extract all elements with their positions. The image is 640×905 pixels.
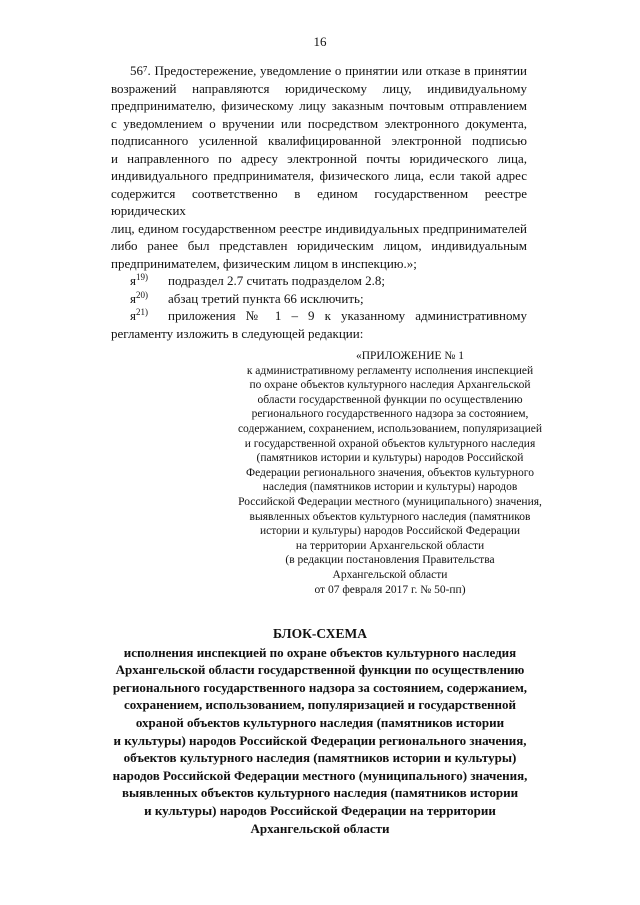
- text-line: подписанного усиленной квалифицированной электронной подписью: [111, 133, 527, 148]
- text-line: 56⁷. Предостережение, уведомление о принятии или отказе в принятии: [130, 63, 527, 78]
- item-text: подраздел 2.7 считать подразделом 2.8;: [168, 273, 385, 288]
- page-number: 16: [313, 34, 327, 49]
- block-scheme-line: и культуры) народов Российской Федерации на территории: [144, 802, 496, 818]
- appendix-line: Архангельской области: [332, 568, 448, 581]
- paragraph-56-7: [111, 62, 527, 272]
- text-line: содержится соответственно в едином государственном реестре юридических: [111, 185, 527, 218]
- appendix-line: и государственной охраной объектов культурного наследия: [244, 437, 536, 450]
- appendix-line: (в редакции постановления Правительства: [285, 554, 495, 567]
- item-ya-21: [111, 307, 527, 325]
- item-marker: $я^{19)}$: [130, 272, 148, 288]
- text-line: с уведомлением о вручении или посредством электронного документа,: [111, 115, 527, 131]
- appendix-line: Федерации регионального значения, объектов культурного: [246, 466, 534, 479]
- block-scheme-line: сохранением, использованием, популяризацией и государственной: [124, 697, 516, 713]
- text-line: регламенту изложить в следующей редакции:: [111, 325, 364, 341]
- block-scheme-line: регионального государственного надзора за состоянием, содержанием,: [112, 679, 528, 695]
- text-line: предпринимателю, физическому лицу заказным почтовым отправлением: [111, 98, 527, 113]
- item-ya-19: [111, 272, 527, 290]
- appendix-line: содержанием, сохранением, использованием, популяризацией: [237, 422, 543, 435]
- item-ya-20: [111, 290, 527, 308]
- block-scheme-line: Архангельской области государственной функции по осуществлению: [115, 662, 525, 678]
- amendment-text: [111, 62, 527, 342]
- block-scheme-line: объектов культурного наследия (памятников истории и культуры): [123, 750, 517, 766]
- appendix-line: регионального государственного надзора за состоянием,: [251, 408, 529, 421]
- item-marker: $я^{20)}$: [130, 289, 148, 306]
- appendix-line: области государственной функции по осуществлению: [257, 393, 523, 406]
- text-line: лиц, едином государственном реестре индивидуальных предпринимателей: [111, 220, 527, 236]
- appendix-line: по охране объектов культурного наследия Архангельской: [249, 379, 531, 392]
- appendix-line: Российской Федерации местного (муниципального) значения,: [238, 495, 542, 508]
- block-scheme-line: и культуры) народов Российской Федерации регионального значения,: [113, 732, 527, 748]
- text-line: возражений направляются юридическому лицу, индивидуальному: [111, 80, 527, 96]
- text-line: и направленного по адресу электронной почты юридического лица,: [111, 150, 527, 166]
- block-scheme-line: охраной объектов культурного наследия (памятников истории: [135, 714, 505, 730]
- appendix-line: к административному регламенту исполнения инспекцией: [246, 364, 534, 377]
- block-scheme-heading: [60, 625, 580, 837]
- item-text: абзац третий пункта 66 исключить;: [168, 290, 364, 306]
- appendix-header: [230, 349, 550, 597]
- block-scheme-line: Архангельской области: [250, 820, 390, 836]
- block-scheme-line: выявленных объектов культурного наследия (памятников истории: [121, 785, 519, 801]
- block-scheme-title: БЛОК-СХЕМА: [272, 626, 368, 641]
- appendix-line: истории и культуры) народов Российской Федерации: [259, 525, 521, 538]
- appendix-line: наследия (памятников истории и культуры) народов: [262, 481, 518, 494]
- item-text: приложения № 1 – 9 к указанному административному: [168, 308, 527, 323]
- item-marker: $я^{21)}$: [130, 307, 148, 323]
- block-scheme-line: народов Российской Федерации местного (муниципального) значения,: [112, 767, 528, 783]
- appendix-line: от 07 февраля 2017 г. № 50-пп): [314, 583, 466, 596]
- appendix-line: (памятников истории и культуры) народов Российской: [256, 452, 524, 465]
- block-scheme-line: исполнения инспекцией по охране объектов культурного наследия: [123, 644, 517, 660]
- appendix-line: на территории Архангельской области: [295, 539, 485, 552]
- text-line: либо ранее был представлен юридическим лицом, индивидуальным: [111, 238, 527, 253]
- appendix-line: выявленных объектов культурного наследия (памятников: [249, 510, 531, 523]
- appendix-title: «ПРИЛОЖЕНИЕ № 1: [355, 350, 464, 362]
- text-line: предпринимателем, физическим лицом в инспекцию.»;: [111, 255, 417, 271]
- text-line: индивидуального предпринимателя, физического лица, если такой адрес: [111, 168, 527, 183]
